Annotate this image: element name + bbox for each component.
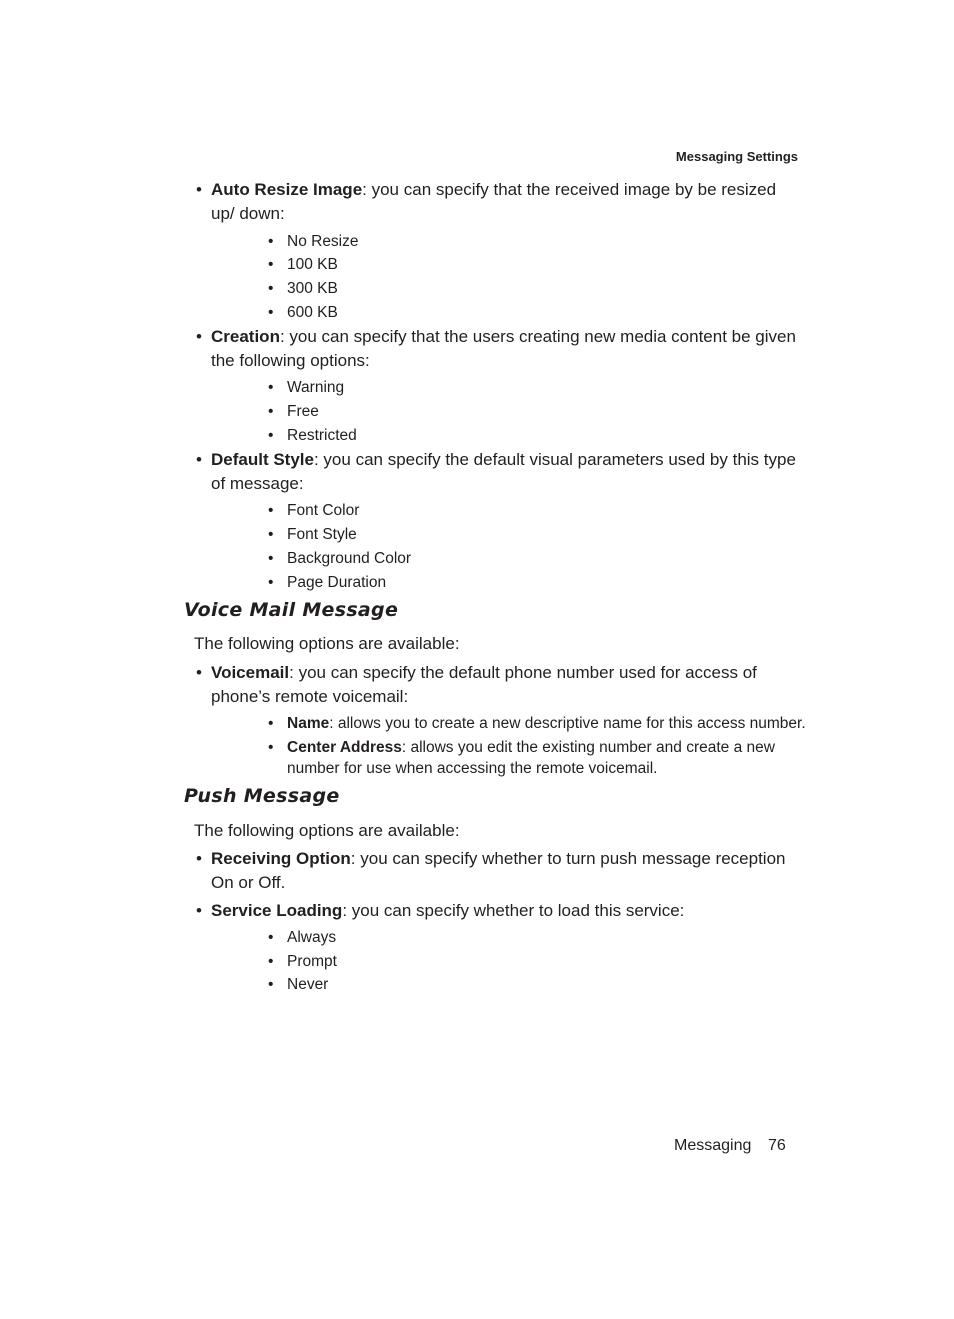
option-100kb: • 100 KB (268, 256, 338, 273)
option-300kb: • 300 KB (268, 280, 338, 297)
term-receiving-option: Receiving Option (211, 849, 351, 868)
option-never: • Never (268, 976, 329, 993)
heading-push-message: Push Message (184, 785, 340, 807)
bullet-icon: • (268, 256, 274, 273)
bullet-icon: • (268, 739, 274, 756)
option-600kb: • 600 KB (268, 304, 338, 321)
bullet-icon: • (196, 180, 202, 199)
desc-default-style: : you can specify the default visual parameters used by this type of message: (211, 450, 796, 493)
option-background-color: • Background Color (268, 550, 412, 567)
term-creation: Creation (211, 327, 280, 346)
bullet-service-loading (196, 899, 801, 923)
bullet-icon: • (196, 450, 202, 469)
bullet-icon: • (268, 233, 274, 250)
bullet-icon: • (196, 901, 202, 920)
desc-auto-resize-image: : you can specify that the received image by be resized up/ down: (211, 180, 777, 223)
bullet-icon: • (268, 304, 274, 321)
option-page-duration: • Page Duration (268, 574, 387, 591)
bullet-creation (196, 325, 801, 373)
bullet-icon: • (268, 953, 274, 970)
running-head: Messaging Settings (675, 149, 798, 164)
option-font-style: • Font Style (268, 526, 357, 543)
bullet-icon: • (268, 502, 274, 519)
bullet-icon: • (268, 280, 274, 297)
option-name (268, 713, 808, 734)
desc-creation: : you can specify that the users creating new media content be given the following options: (211, 327, 796, 370)
option-free: • Free (268, 403, 319, 420)
term-center-address: Center Address (287, 739, 402, 756)
term-default-style: Default Style (211, 450, 314, 469)
bullet-icon: • (268, 379, 274, 396)
page-number: 76 (768, 1137, 786, 1154)
option-center-address (268, 737, 808, 779)
desc-service-loading: : you can specify whether to load this service: (342, 901, 685, 920)
bullet-icon: • (196, 327, 202, 346)
bullet-icon: • (196, 849, 202, 868)
bullet-icon: • (268, 550, 274, 567)
bullet-icon: • (268, 427, 274, 444)
bullet-icon: • (268, 715, 274, 732)
term-service-loading: Service Loading (211, 901, 343, 920)
bullet-icon: • (268, 526, 274, 543)
option-restricted: • Restricted (268, 427, 357, 444)
desc-receiving-option: : you can specify whether to turn push message reception On or Off. (211, 849, 786, 892)
desc-name: : allows you to create a new descriptive name for this access number. (329, 715, 806, 732)
bullet-icon: • (196, 663, 202, 682)
option-always: • Always (268, 929, 337, 946)
term-voicemail: Voicemail (211, 663, 290, 682)
bullet-icon: • (268, 976, 274, 993)
option-font-color: • Font Color (268, 502, 360, 519)
bullet-icon: • (268, 929, 274, 946)
heading-voice-mail-message: Voice Mail Message (184, 599, 399, 621)
bullet-default-style (196, 448, 801, 496)
bullet-receiving-option (196, 847, 801, 895)
option-warning: • Warning (268, 379, 345, 396)
bullet-icon: • (268, 574, 274, 591)
desc-center-address: : allows you edit the existing number and create a new number for use when accessing the remote voicemail. (287, 739, 775, 777)
bullet-auto-resize-image (196, 178, 801, 226)
term-name: Name (287, 715, 330, 732)
option-no-resize: • No Resize (268, 233, 359, 250)
desc-voicemail: : you can specify the default phone number used for access of phone’s remote voicemail: (211, 663, 757, 706)
bullet-voicemail (196, 661, 801, 709)
intro-voice-mail: The following options are available: (194, 634, 460, 653)
bullet-icon: • (268, 403, 274, 420)
footer-section-name: Messaging (674, 1137, 752, 1154)
term-auto-resize-image: Auto Resize Image (211, 180, 363, 199)
option-prompt: • Prompt (268, 953, 337, 970)
intro-push: The following options are available: (194, 821, 460, 840)
